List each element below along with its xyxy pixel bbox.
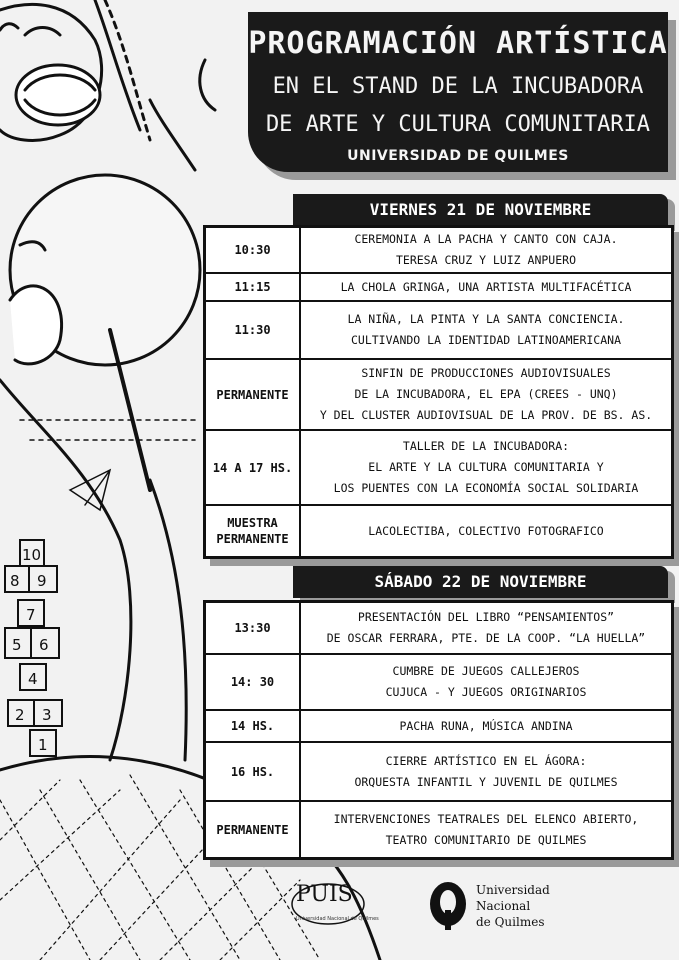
unq-logo-line: de Quilmes bbox=[476, 915, 545, 929]
hopscotch-number: 1 bbox=[38, 736, 48, 754]
table-row bbox=[206, 603, 671, 655]
event-line: LACOLECTIBA, COLECTIVO FOTOGRAFICO bbox=[368, 523, 604, 538]
day-title: SÁBADO 22 DE NOVIEMBRE bbox=[374, 572, 587, 591]
event-line: INTERVENCIONES TEATRALES DEL ELENCO ABIERTO, bbox=[333, 811, 639, 826]
table-row bbox=[206, 743, 671, 802]
day-title: VIERNES 21 DE NOVIEMBRE bbox=[369, 200, 592, 219]
puis-logo bbox=[286, 880, 379, 930]
title-line: PROGRAMACIÓN ARTÍSTICA bbox=[248, 26, 668, 61]
dress-pattern bbox=[20, 420, 200, 440]
unq-logo-line: Nacional bbox=[476, 899, 531, 913]
event-line: Y DEL CLUSTER AUDIOVISUAL DE LA PROV. DE BS. AS. bbox=[319, 408, 653, 422]
event-line: CULTIVANDO LA IDENTIDAD LATINOAMERICANA bbox=[350, 333, 622, 347]
unq-logo bbox=[428, 876, 578, 936]
eye bbox=[25, 28, 60, 36]
time-cell: 16 HS. bbox=[206, 743, 301, 800]
time-cell: 11:15 bbox=[206, 274, 301, 300]
unq-logo-line: Universidad bbox=[476, 883, 550, 897]
event-cell bbox=[301, 360, 671, 429]
event-cell bbox=[301, 302, 671, 358]
eye bbox=[0, 24, 18, 30]
time-cell: PERMANENTE bbox=[206, 802, 301, 857]
hopscotch-number: 2 bbox=[15, 706, 25, 724]
puis-logo-text: PUIS bbox=[296, 882, 353, 907]
event-line: TEATRO COMUNITARIO DE QUILMES bbox=[385, 832, 587, 847]
body-outline bbox=[0, 380, 131, 760]
title-banner bbox=[248, 12, 668, 172]
title-line: EN EL STAND DE LA INCUBADORA bbox=[272, 74, 644, 99]
hand bbox=[10, 286, 62, 364]
unq-q-icon bbox=[428, 880, 468, 932]
event-line: CIERRE ARTÍSTICO EN EL ÁGORA: bbox=[385, 753, 587, 768]
hopscotch-number: 3 bbox=[42, 706, 52, 724]
table-row bbox=[206, 228, 671, 274]
event-line: CUJUCA - Y JUEGOS ORIGINARIOS bbox=[385, 685, 587, 699]
title-line: DE ARTE Y CULTURA COMUNITARIA bbox=[265, 112, 651, 137]
table-row bbox=[206, 360, 671, 431]
unq-logo-text bbox=[476, 882, 550, 930]
event-cell bbox=[301, 603, 671, 653]
hand bbox=[200, 60, 215, 110]
web bbox=[70, 470, 110, 510]
time-cell: 14: 30 bbox=[206, 655, 301, 709]
table-row bbox=[206, 302, 671, 360]
event-line: DE LA INCUBADORA, EL EPA (CREES - UNQ) bbox=[354, 387, 618, 401]
time-cell: MUESTRA PERMANENTE bbox=[206, 506, 301, 556]
table-row bbox=[206, 431, 671, 506]
day-header-saturday bbox=[293, 566, 668, 598]
event-line: CEREMONIA A LA PACHA Y CANTO CON CAJA. bbox=[354, 232, 618, 246]
time-cell: 14 A 17 HS. bbox=[206, 431, 301, 504]
event-line: LA NIÑA, LA PINTA Y LA SANTA CONCIENCIA. bbox=[347, 312, 625, 326]
event-cell bbox=[301, 711, 671, 741]
puis-logo-subtext: Universidad Nacional de Quilmes bbox=[296, 916, 379, 922]
event-line: DE OSCAR FERRARA, PTE. DE LA COOP. “LA HUELLA” bbox=[326, 631, 646, 645]
hopscotch-number: 7 bbox=[26, 606, 36, 624]
hopscotch-number: 4 bbox=[28, 670, 38, 688]
table-row bbox=[206, 506, 671, 556]
schedule-table-saturday bbox=[203, 600, 674, 860]
event-cell bbox=[301, 274, 671, 300]
event-cell bbox=[301, 228, 671, 272]
hopscotch-number: 6 bbox=[39, 636, 49, 654]
event-cell bbox=[301, 743, 671, 800]
event-line: PACHA RUNA, MÚSICA ANDINA bbox=[399, 718, 573, 733]
table-row bbox=[206, 655, 671, 711]
event-line: TALLER DE LA INCUBADORA: bbox=[402, 439, 570, 453]
event-cell bbox=[301, 506, 671, 556]
event-line: ORQUESTA INFANTIL Y JUVENIL DE QUILMES bbox=[354, 774, 618, 789]
day-header-friday bbox=[293, 194, 668, 226]
table-row bbox=[206, 274, 671, 302]
hopscotch-number: 5 bbox=[12, 636, 22, 654]
university-subtitle: UNIVERSIDAD DE QUILMES bbox=[347, 148, 569, 164]
arm bbox=[150, 100, 195, 170]
time-cell: 11:30 bbox=[206, 302, 301, 358]
hopscotch-number: 8 bbox=[10, 572, 20, 590]
event-line: LA CHOLA GRINGA, UNA ARTISTA MULTIFACÉTICA bbox=[340, 279, 632, 294]
event-cell bbox=[301, 655, 671, 709]
event-cell bbox=[301, 802, 671, 857]
event-line: EL ARTE Y LA CULTURA COMUNITARIA Y bbox=[368, 460, 604, 474]
hopscotch-number: 9 bbox=[37, 572, 47, 590]
event-cell bbox=[301, 431, 671, 504]
time-cell: 10:30 bbox=[206, 228, 301, 272]
time-cell: 13:30 bbox=[206, 603, 301, 653]
table-row bbox=[206, 711, 671, 743]
event-line: LOS PUENTES CON LA ECONOMÍA SOCIAL SOLIDARIA bbox=[333, 481, 639, 495]
table-row bbox=[206, 802, 671, 857]
time-cell: 14 HS. bbox=[206, 711, 301, 741]
hopscotch-number: 10 bbox=[22, 546, 42, 564]
event-line: PRESENTACIÓN DEL LIBRO “PENSAMIENTOS” bbox=[357, 610, 615, 624]
body-outline bbox=[150, 480, 186, 760]
event-line: TERESA CRUZ Y LUIZ ANPUERO bbox=[395, 253, 576, 267]
schedule-table-friday bbox=[203, 225, 674, 559]
event-line: CUMBRE DE JUEGOS CALLEJEROS bbox=[392, 664, 580, 678]
time-cell: PERMANENTE bbox=[206, 360, 301, 429]
hair-line bbox=[105, 0, 150, 140]
event-line: SINFIN DE PRODUCCIONES AUDIOVISUALES bbox=[361, 366, 611, 380]
